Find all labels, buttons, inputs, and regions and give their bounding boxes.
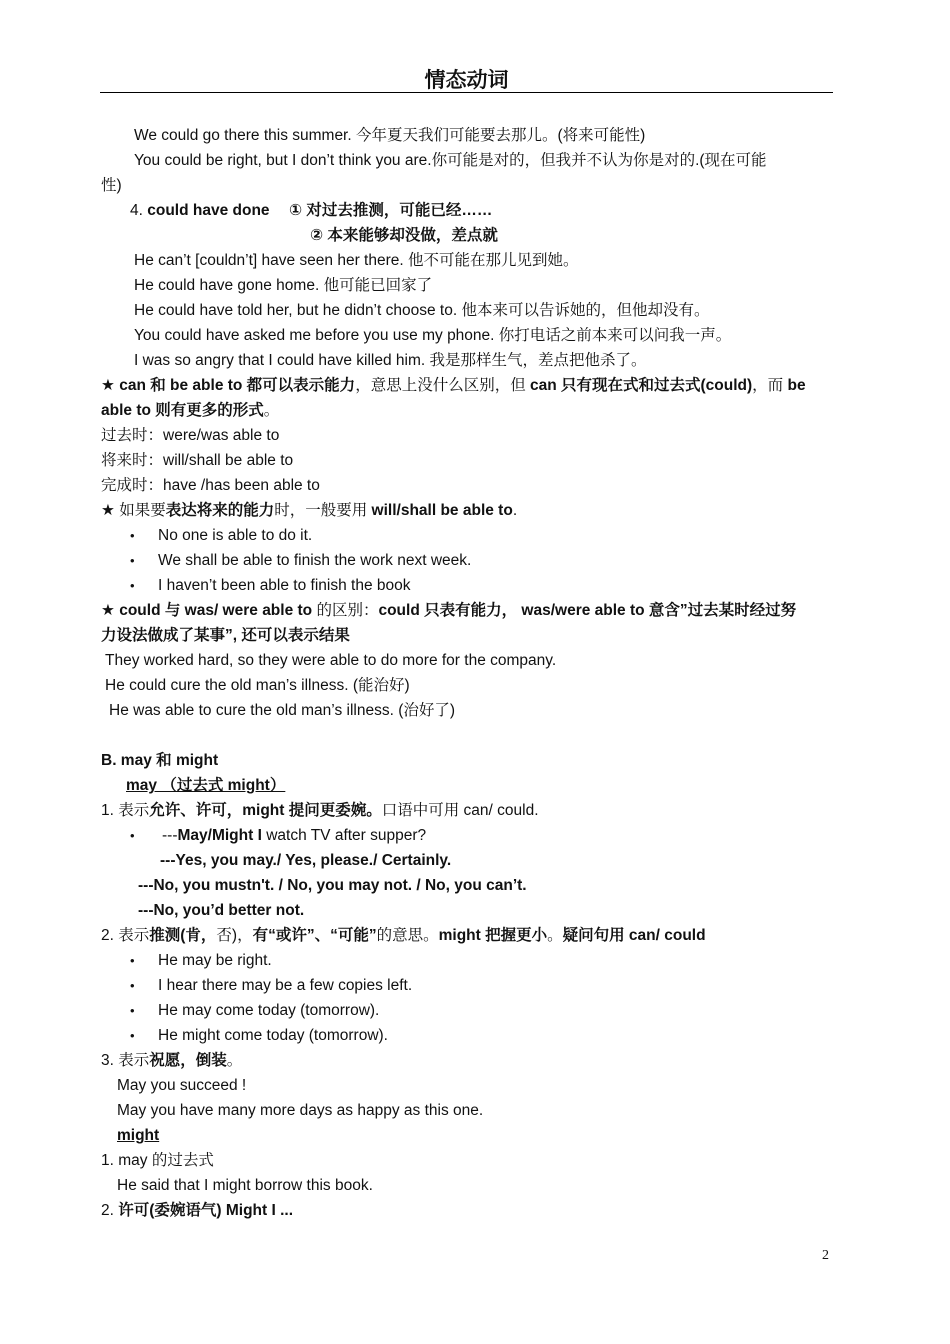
example-line: He could have gone home. 他可能已回家了	[134, 277, 433, 294]
tense-label: 将来时：	[101, 452, 164, 469]
example-line: You could have asked me before you use my phone. 你打电话之前本来可以问我一声。	[134, 327, 732, 344]
star-note-can-be-able-to-wrap	[101, 401, 279, 421]
dialog-answer-better-not: ---No, you’d better not.	[138, 902, 305, 919]
bullet-icon: •	[130, 578, 135, 593]
list-item: He may be right.	[158, 952, 272, 969]
example-line: I was so angry that I could have killed him. 我是那样生气，差点把他杀了。	[134, 352, 647, 369]
tense-form-perfect	[101, 476, 320, 496]
note-text: ★ can 和 be able to 都可以表示能力	[101, 377, 356, 394]
section-b-heading: B. may 和 might	[101, 752, 219, 769]
note-text: able to 则有更多的形式	[101, 402, 264, 419]
tense-label: 过去时：	[101, 427, 164, 444]
heading-term: could have done	[147, 202, 270, 219]
point-text: might 把握更小	[438, 927, 548, 944]
note-text: ★ could 与 was/ were able to	[101, 602, 313, 619]
dialog-text: watch TV after supper?	[261, 827, 427, 844]
list-item: He may come today (tomorrow).	[158, 1002, 380, 1019]
star-note-could-vs-was-able-wrap: 力设法做成了某事”, 还可以表示结果	[101, 627, 350, 644]
might-point-2	[101, 1201, 293, 1221]
point-text: 疑问句用 can/ could	[562, 927, 706, 944]
example-line: He was able to cure the old man’s illness. (治好了)	[109, 702, 456, 719]
may-point-3	[101, 1051, 242, 1071]
star-note-could-vs-was-able	[101, 601, 796, 621]
may-point-2	[101, 926, 706, 946]
point-text: 祝愿，倒装	[149, 1052, 227, 1069]
could-have-done-heading	[130, 201, 270, 221]
may-subheading: may （过去式 might）	[126, 777, 286, 794]
example-line: He could have told her, but he didn’t choose to. 他本来可以告诉她的，但他却没有。	[134, 302, 710, 319]
item-number: 4.	[130, 202, 148, 219]
bullet-icon: •	[130, 953, 135, 968]
list-item: I haven’t been able to finish the book	[158, 577, 411, 594]
bullet-icon: •	[130, 553, 135, 568]
point-text: 允许、许可，might 提问更委婉。	[149, 802, 382, 819]
point-text: 。	[226, 1052, 243, 1069]
point-number: 1. 表示	[101, 802, 150, 819]
dialog-question	[162, 826, 426, 846]
example-line: He could cure the old man’s illness. (能治好)	[105, 677, 410, 694]
note-text: .	[512, 502, 518, 519]
note-text: will/shall be able to	[371, 502, 513, 519]
bullet-icon: •	[130, 528, 135, 543]
page-number: 2	[822, 1248, 829, 1263]
tense-label: 完成时：	[101, 477, 164, 494]
dialog-text: ---	[162, 827, 178, 844]
point-text: 的意思。	[376, 927, 439, 944]
point-text: 。	[547, 927, 563, 944]
example-line: He can’t [couldn’t] have seen her there. 他不可能在那儿见到她。	[134, 252, 579, 269]
note-text: ，意思上没什么区别，但	[355, 377, 530, 394]
note-text: can 只有现在式和过去式(could)	[530, 377, 753, 394]
example-line: May you have many more days as happy as this one.	[117, 1102, 484, 1119]
list-item: No one is able to do it.	[158, 527, 313, 544]
point-text: 推测(肯，	[149, 927, 217, 944]
point-text: 否)，	[216, 927, 253, 944]
could-example-2: You could be right, but I don’t think you are.你可能是对的，但我并不认为你是对的.(现在可能	[134, 152, 767, 169]
could-have-done-meaning-1: ① 对过去推测，可能已经……	[289, 202, 493, 219]
example-line: He said that I might borrow this book.	[117, 1177, 373, 1194]
might-subheading: might	[117, 1127, 160, 1144]
tense-form-future	[101, 451, 293, 471]
list-item: We shall be able to finish the work next week.	[158, 552, 472, 569]
tense-form-past	[101, 426, 279, 446]
point-text: 口语中可用 can/ could.	[381, 802, 539, 819]
star-icon: ★	[101, 502, 115, 519]
might-point-1: 1. may 的过去式	[101, 1152, 214, 1169]
tense-value: have /has been able to	[163, 477, 320, 494]
example-line: They worked hard, so they were able to do more for the company.	[105, 652, 557, 669]
note-text: 的区别：	[312, 602, 379, 619]
list-item: I hear there may be a few copies left.	[158, 977, 413, 994]
point-number: 2.	[101, 1202, 119, 1219]
dialog-answer-yes: ---Yes, you may./ Yes, please./ Certainly.	[160, 852, 452, 869]
note-text: ，而	[752, 377, 788, 394]
could-example-2-wrap: 性)	[101, 177, 122, 194]
note-text: 时，一般要用	[274, 502, 372, 519]
could-example-1: We could go there this summer. 今年夏天我们可能要去那儿。(将来可能性)	[134, 127, 646, 144]
note-text: 表达将来的能力	[165, 502, 275, 519]
bullet-icon: •	[130, 1028, 135, 1043]
note-text: 如果要	[114, 502, 166, 519]
bullet-icon: •	[130, 978, 135, 993]
list-item: He might come today (tomorrow).	[158, 1027, 388, 1044]
star-note-can-be-able-to	[101, 376, 806, 396]
star-note-future-ability	[101, 501, 517, 521]
point-text: 许可(委婉语气) Might I ...	[118, 1202, 294, 1219]
tense-value: will/shall be able to	[163, 452, 294, 469]
point-number: 3. 表示	[101, 1052, 150, 1069]
note-text: could 只表有能力， was/were able to 意含”过去某时经过努	[378, 602, 797, 619]
note-text: 。	[263, 402, 280, 419]
bullet-icon: •	[130, 1003, 135, 1018]
example-line: May you succeed !	[117, 1077, 247, 1094]
note-text: be	[787, 377, 806, 394]
dialog-answer-no: ---No, you mustn't. / No, you may not. / No, you can’t.	[138, 877, 527, 894]
could-have-done-meaning-2: ② 本来能够却没做，差点就	[310, 227, 498, 244]
point-number: 2. 表示	[101, 927, 150, 944]
page-title: 情态动词	[424, 68, 509, 92]
may-point-1	[101, 801, 539, 821]
point-text: 有“或许”、“可能”	[252, 927, 377, 944]
title-divider	[100, 92, 833, 93]
bullet-icon: •	[130, 828, 135, 843]
tense-value: were/was able to	[163, 427, 280, 444]
dialog-text: May/Might I	[177, 827, 262, 844]
